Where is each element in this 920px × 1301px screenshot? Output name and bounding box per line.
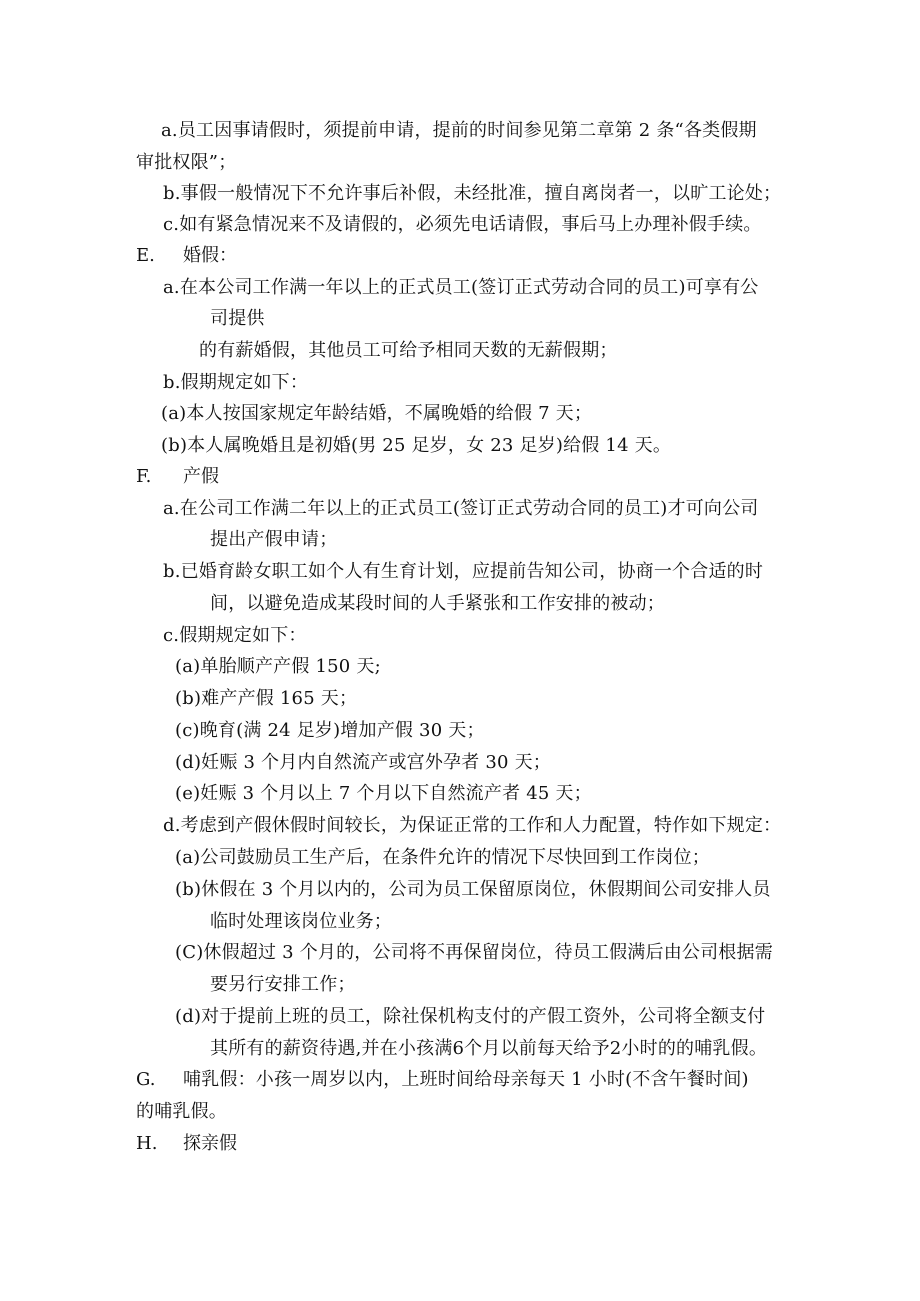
clause-e-b: b.假期规定如下： [163,372,309,393]
clause-f-d-d-line1: (d)对于提前上班的员工，除社保机构支付的产假工资外，公司将全额支付 [175,1006,766,1027]
clause-f-c-a: (a)单胎顺产产假 150 天; [175,656,381,677]
clause-e-a-line3: 的有薪婚假，其他员工可给予相同天数的无薪假期； [199,340,618,361]
clause-d-a-line1: a.员工因事请假时，须提前申请，提前的时间参见第二章第 2 条“各类假期 [161,120,757,141]
clause-f-b-line1: b.已婚育龄女职工如个人有生育计划，应提前告知公司，协商一个合适的时 [163,561,764,582]
section-g-line1: 哺乳假：小孩一周岁以内，上班时间给母亲每天 1 小时(不含午餐时间) [183,1069,749,1090]
section-f-letter: F. [136,466,152,487]
clause-f-a-line1: a.在公司工作满二年以上的正式员工(签订正式劳动合同的员工)才可向公司 [163,498,759,519]
clause-f-d-b-line1: (b)休假在 3 个月以内的，公司为员工保留原岗位，休假期间公司安排人员 [175,879,771,900]
section-h-title: 探亲假 [183,1133,237,1154]
clause-f-d: d.考虑到产假休假时间较长，为保证正常的工作和人力配置，特作如下规定： [163,815,782,836]
clause-f-d-a: (a)公司鼓励员工生产后，在条件允许的情况下尽快回到工作岗位； [175,847,710,868]
clause-f-c-e: (e)妊赈 3 个月以上 7 个月以下自然流产者 45 天； [175,783,592,804]
clause-f-c-b: (b)难产产假 165 天； [175,688,358,709]
clause-e-a-line2: 司提供 [210,308,265,329]
clause-e-b-a: (a)本人按国家规定年龄结婚，不属晚婚的给假 7 天； [161,403,593,424]
clause-d-c: c.如有紧急情况来不及请假的，必须先电话请假，事后马上办理补假手续。 [163,214,762,235]
clause-d-a-line2: 审批权限”； [136,152,237,173]
clause-f-c-d: (d)妊赈 3 个月内自然流产或宫外孕者 30 天； [175,752,552,773]
section-e-letter: E. [136,245,155,266]
clause-f-d-c-line2: 要另行安排工作； [210,974,356,995]
clause-f-b-line2: 间，以避免造成某段时间的人手紧张和工作安排的被动； [210,593,665,614]
clause-f-c-c: (c)晚育(满 24 足岁)增加产假 30 天； [175,720,485,741]
clause-e-a-line1: a.在本公司工作满一年以上的正式员工(签订正式劳动合同的员工)可享有公 [163,277,759,298]
clause-f-d-c-line1: (C)休假超过 3 个月的，公司将不再保留岗位，待员工假满后由公司根据需 [175,942,773,963]
clause-f-c: c.假期规定如下： [163,625,307,646]
clause-d-b: b.事假一般情况下不允许事后补假，未经批准，擅自离岗者一，以旷工论处； [163,183,782,204]
clause-f-d-d-line2: 其所有的薪资待遇,并在小孩满6个月以前每天给予2小时的的哺乳假。 [210,1038,768,1059]
section-e-title: 婚假： [183,245,237,266]
section-h-letter: H. [136,1133,158,1154]
clause-f-a-line2: 提出产假申请； [210,529,338,550]
section-g-letter: G. [136,1069,156,1090]
clause-e-b-b: (b)本人属晚婚且是初婚(男 25 足岁，女 23 足岁)给假 14 天。 [161,435,672,456]
section-f-title: 产假 [183,466,219,487]
section-g-line2: 的哺乳假。 [136,1101,227,1122]
clause-f-d-b-line2: 临时处理该岗位业务； [210,911,392,932]
